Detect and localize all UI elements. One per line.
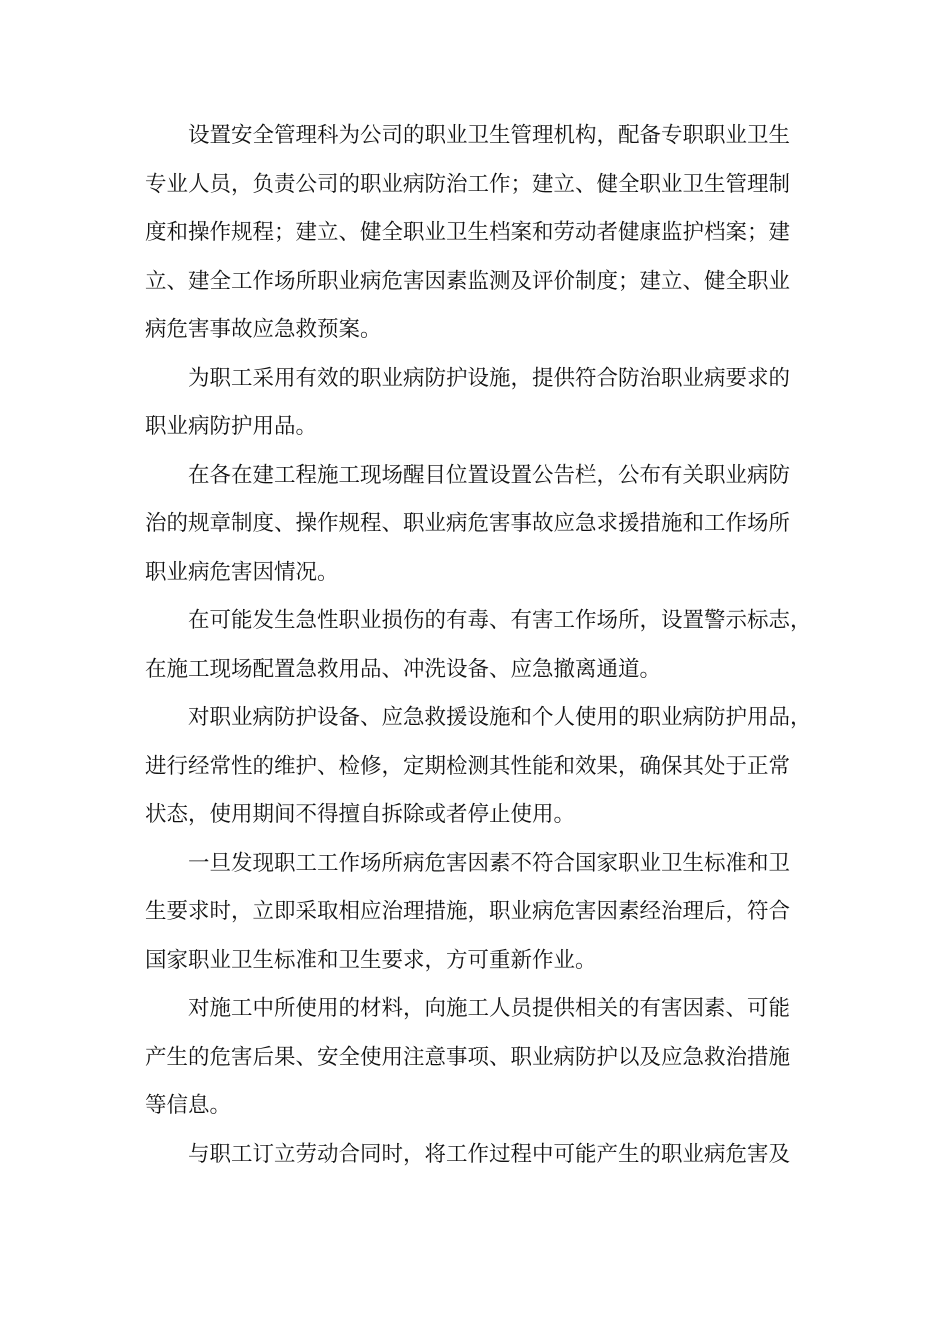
paragraph-4 <box>145 597 811 694</box>
paragraph-line: 状态，使用期间不得擅自拆除或者停止使用。 <box>145 802 576 827</box>
paragraph-line: 职业病危害因情况。 <box>145 559 339 585</box>
paragraph-line: 在施工现场配置急救用品、冲洗设备、应急撤离通道。 <box>145 656 662 682</box>
paragraph-line: 设置安全管理科为公司的职业卫生管理机构，配备专职职业卫生 <box>188 123 791 148</box>
paragraph-5 <box>145 694 811 840</box>
paragraph-6 <box>145 840 811 986</box>
paragraph-line: 病危害事故应急救预案。 <box>145 317 382 342</box>
paragraph-line: 为职工采用有效的职业病防护设施，提供符合防治职业病要求的 <box>188 365 791 391</box>
paragraph-2 <box>145 355 811 452</box>
paragraph-line: 产生的危害后果、安全使用注意事项、职业病防护以及应急救治措施 <box>145 1044 791 1070</box>
paragraph-line: 生要求时，立即采取相应治理措施，职业病危害因素经治理后，符合 <box>145 899 791 924</box>
paragraph-line: 度和操作规程；建立、健全职业卫生档案和劳动者健康监护档案；建 <box>145 220 791 245</box>
paragraph-line: 在可能发生急性职业损伤的有毒、有害工作场所，设置警示标志， <box>188 608 812 633</box>
paragraph-line: 对施工中所使用的材料，向施工人员提供相关的有害因素、可能 <box>188 996 791 1021</box>
paragraph-line: 与职工订立劳动合同时，将工作过程中可能产生的职业病危害及 <box>188 1141 791 1167</box>
paragraph-line: 一旦发现职工工作场所病危害因素不符合国家职业卫生标准和卫 <box>188 850 791 876</box>
paragraph-1 <box>145 112 811 355</box>
paragraph-line: 专业人员，负责公司的职业病防治工作；建立、健全职业卫生管理制 <box>145 171 791 197</box>
paragraph-line: 在各在建工程施工现场醒目位置设置公告栏，公布有关职业病防 <box>188 462 791 488</box>
paragraph-7 <box>145 985 811 1131</box>
paragraph-line: 对职业病防护设备、应急救援设施和个人使用的职业病防护用品， <box>188 705 812 730</box>
paragraph-line: 进行经常性的维护、检修，定期检测其性能和效果，确保其处于正常 <box>145 753 791 779</box>
paragraph-line: 等信息。 <box>145 1093 232 1118</box>
paragraph-line: 立、建全工作场所职业病危害因素监测及评价制度；建立、健全职业 <box>145 268 791 294</box>
paragraph-line: 治的规章制度、操作规程、职业病危害事故应急求援措施和工作场所 <box>145 511 791 536</box>
paragraph-8 <box>145 1131 811 1180</box>
paragraph-line: 国家职业卫生标准和卫生要求，方可重新作业。 <box>145 947 597 973</box>
paragraph-3 <box>145 452 811 598</box>
document-body <box>145 112 811 1179</box>
paragraph-line: 职业病防护用品。 <box>145 414 318 439</box>
